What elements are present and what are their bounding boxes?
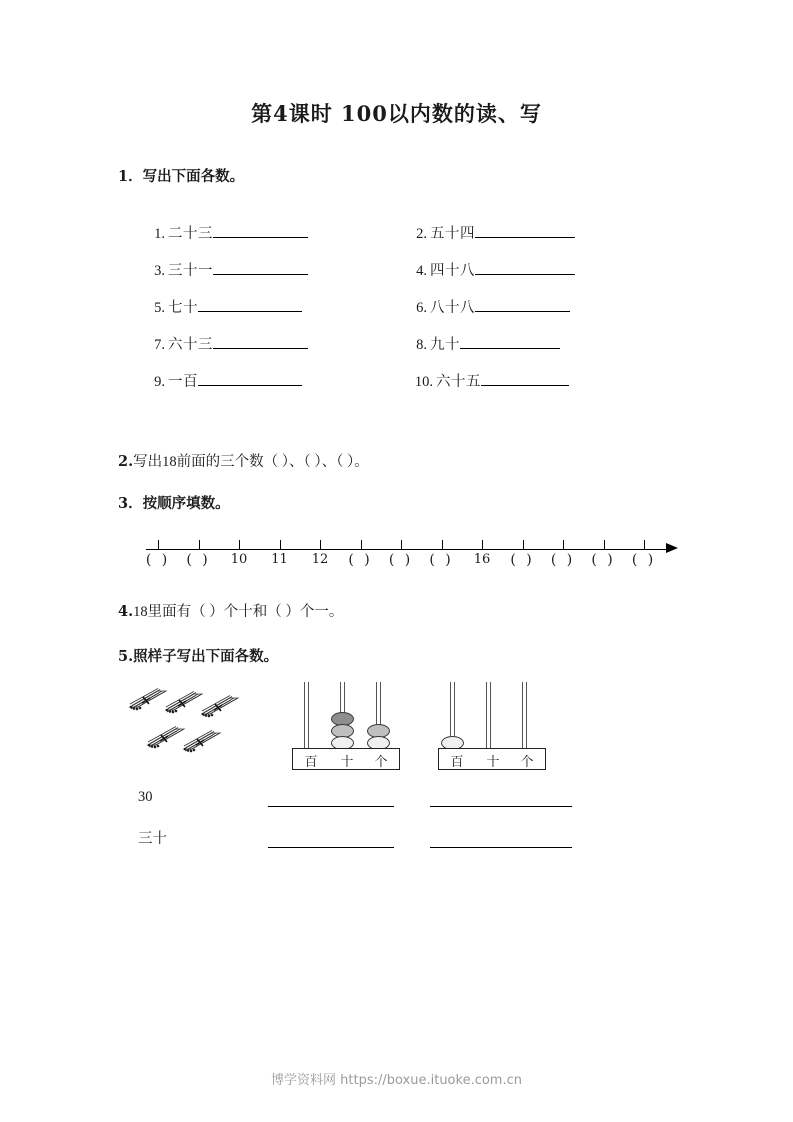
abacus-rod-ones	[522, 682, 527, 754]
number-line-tick	[523, 540, 524, 550]
item-index: 6.	[416, 300, 427, 316]
answer-blank[interactable]	[213, 333, 308, 349]
number-line-label: 12	[311, 552, 329, 567]
item-index: 9.	[154, 374, 165, 390]
answer-blank[interactable]	[475, 296, 570, 312]
footer-url: https://boxue.ituoke.com.cn	[340, 1073, 522, 1088]
item-word: 五十四	[430, 226, 475, 242]
item-word: 三十一	[168, 263, 213, 279]
question-3-number: 3．	[118, 495, 143, 512]
question-2-number: 2.	[118, 453, 134, 470]
item-index: 3.	[154, 263, 165, 279]
stick-bundle-icon	[196, 695, 242, 717]
number-line-blank[interactable]: ( )	[145, 552, 171, 568]
page-title: 第4课时 100以内数的读、写	[251, 101, 542, 126]
answer-blank[interactable]	[475, 222, 575, 238]
answer-blank[interactable]	[268, 806, 394, 807]
number-line[interactable]	[140, 536, 685, 578]
item-row	[150, 370, 620, 407]
abacus-rod-tens	[486, 682, 491, 754]
abacus-label-tens: 十	[486, 755, 500, 770]
item-index: 5.	[154, 300, 165, 316]
number-line-tick	[482, 540, 483, 550]
arrow-right-icon	[666, 543, 678, 553]
example-digit: 30	[138, 789, 153, 805]
number-line-blank[interactable]: ( )	[388, 552, 414, 568]
answer-blank[interactable]	[198, 370, 302, 386]
item-word: 八十八	[430, 300, 475, 316]
number-line-label: 11	[271, 552, 288, 567]
abacus-label-hundreds: 百	[450, 755, 464, 770]
question-5-heading	[118, 645, 278, 666]
number-line-tick	[280, 540, 281, 550]
item-word: 九十	[430, 337, 460, 353]
question-1-items	[150, 222, 620, 407]
number-line-tick	[239, 540, 240, 550]
question-2	[118, 450, 369, 471]
abacus-figure-1	[292, 676, 412, 772]
item-word: 四十八	[430, 263, 475, 279]
answer-blank[interactable]	[268, 847, 394, 848]
question-5-number: 5.	[118, 648, 134, 665]
list-item[interactable]	[412, 370, 620, 391]
question-4-text[interactable]: 18里面有（ ）个十和（ ）个一。	[133, 604, 344, 620]
list-item[interactable]	[150, 296, 412, 317]
answer-blank[interactable]	[481, 370, 569, 386]
abacus-base	[438, 748, 546, 770]
number-line-blank[interactable]: ( )	[550, 552, 576, 568]
footer-watermark	[0, 1069, 793, 1088]
question-3-heading	[118, 492, 230, 513]
abacus-base	[292, 748, 400, 770]
question-1-heading	[118, 165, 244, 186]
item-index: 4.	[416, 263, 427, 279]
number-line-tick	[199, 540, 200, 550]
list-item[interactable]	[412, 333, 620, 354]
item-row	[150, 222, 620, 259]
question-4-number: 4.	[118, 603, 134, 620]
number-line-axis	[146, 549, 668, 550]
answer-blank[interactable]	[430, 847, 572, 848]
item-index: 10.	[414, 374, 433, 390]
answer-blank[interactable]	[460, 333, 560, 349]
stick-bundles-figure	[120, 680, 230, 772]
abacus-label-hundreds: 百	[304, 755, 318, 770]
number-line-blank[interactable]: ( )	[631, 552, 657, 568]
abacus-rod-hundreds	[304, 682, 309, 754]
list-item[interactable]	[412, 296, 620, 317]
question-2-text[interactable]: 写出18前面的三个数（ ）、（ ）、（ ）。	[133, 454, 369, 470]
list-item[interactable]	[150, 259, 412, 280]
list-item[interactable]	[412, 259, 620, 280]
item-row	[150, 333, 620, 370]
number-line-label: 16	[473, 552, 491, 567]
answer-blank[interactable]	[213, 259, 308, 275]
number-line-blank[interactable]: ( )	[591, 552, 616, 568]
number-line-tick	[604, 540, 605, 550]
abacus-label-ones: 个	[374, 755, 388, 770]
question-1-text: 写出下面各数。	[142, 168, 245, 185]
item-index: 8.	[416, 337, 427, 353]
list-item[interactable]	[412, 222, 620, 243]
list-item[interactable]	[150, 333, 412, 354]
number-line-tick	[158, 540, 159, 550]
list-item[interactable]	[150, 222, 412, 243]
item-word: 二十三	[168, 226, 213, 242]
number-line-tick	[361, 540, 362, 550]
number-line-blank[interactable]: ( )	[429, 552, 454, 568]
number-line-blank[interactable]: ( )	[186, 552, 211, 568]
item-row	[150, 296, 620, 333]
item-word: 六十三	[168, 337, 213, 353]
stick-bundle-icon	[178, 730, 224, 752]
number-line-tick	[442, 540, 443, 550]
item-index: 7.	[154, 337, 165, 353]
number-line-blank[interactable]: ( )	[348, 552, 373, 568]
item-row	[150, 259, 620, 296]
item-index: 2.	[416, 226, 427, 242]
number-line-blank[interactable]: ( )	[510, 552, 535, 568]
question-5-figures	[110, 676, 670, 776]
question-5-text: 照样子写出下面各数。	[133, 648, 279, 665]
question-1-number: 1．	[118, 168, 143, 185]
question-4	[118, 600, 343, 621]
abacus-label-ones: 个	[520, 755, 534, 770]
answer-blank[interactable]	[213, 222, 308, 238]
answer-blank[interactable]	[198, 296, 302, 312]
abacus-label-tens: 十	[340, 755, 354, 770]
question-3-text: 按顺序填数。	[142, 495, 230, 512]
number-line-tick	[320, 540, 321, 550]
item-word: 七十	[168, 300, 198, 316]
list-item[interactable]	[150, 370, 412, 391]
number-line-tick	[563, 540, 564, 550]
item-word: 六十五	[436, 374, 481, 390]
footer-site: 博学资料网	[270, 1073, 336, 1088]
answer-blank[interactable]	[475, 259, 575, 275]
example-word: 三十	[138, 831, 167, 847]
item-index: 1.	[154, 226, 165, 242]
abacus-figure-2	[438, 676, 558, 772]
item-word: 一百	[168, 374, 198, 390]
number-line-tick	[401, 540, 402, 550]
number-line-tick	[644, 540, 645, 550]
answer-blank[interactable]	[430, 806, 572, 807]
number-line-label: 10	[230, 552, 248, 567]
